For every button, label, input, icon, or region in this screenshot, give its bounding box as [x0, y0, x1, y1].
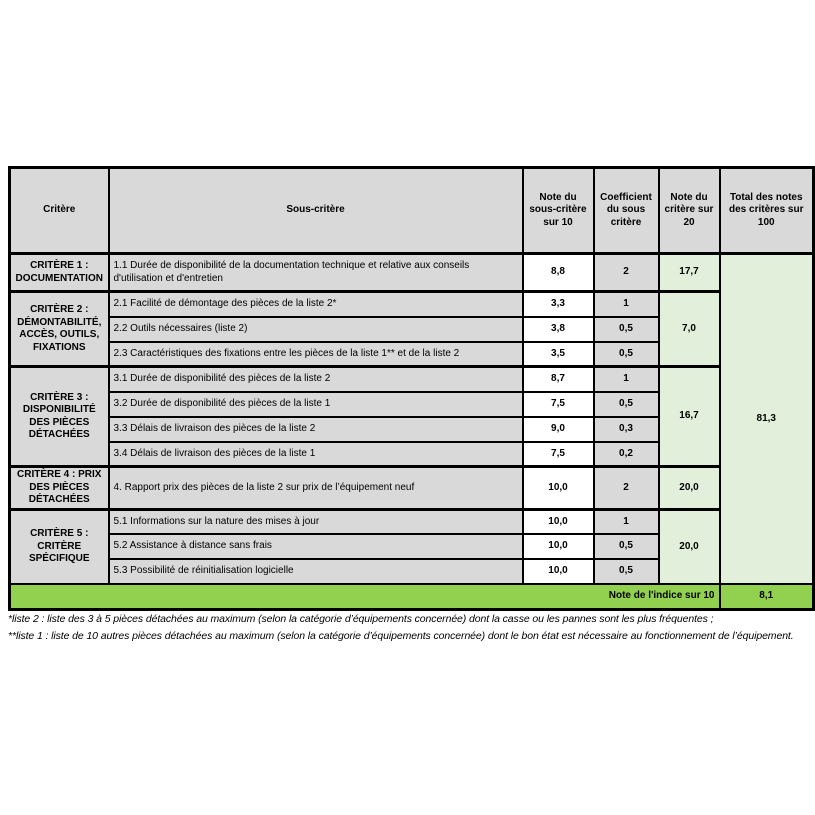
coef-5-1: 1 — [594, 509, 659, 534]
sous-critere-3-4: 3.4 Délais de livraison des pièces de la liste 1 — [109, 442, 523, 467]
note-3-1: 8,7 — [523, 367, 594, 392]
total-notes-criteres: 81,3 — [720, 254, 814, 585]
sous-critere-2-3: 2.3 Caractéristiques des fixations entre les pièces de la liste 1** et de la liste 2 — [109, 342, 523, 367]
note-2-2: 3,8 — [523, 317, 594, 342]
index-score-row — [10, 584, 814, 609]
table-header-row — [10, 168, 814, 254]
index-score-label: Note de l'indice sur 10 — [10, 584, 720, 609]
sous-critere-5-1: 5.1 Informations sur la nature des mises à jour — [109, 509, 523, 534]
note-1-1: 8,8 — [523, 254, 594, 292]
note-2-3: 3,5 — [523, 342, 594, 367]
critere-5-label: CRITÈRE 5 : CRITÈRE SPÉCIFIQUE — [10, 509, 109, 584]
index-score-value: 8,1 — [720, 584, 814, 609]
header-sous-critere: Sous-critère — [109, 168, 523, 254]
note-2-1: 3,3 — [523, 292, 594, 317]
header-note-sous-critere: Note du sous-critère sur 10 — [523, 168, 594, 254]
note-3-2: 7,5 — [523, 392, 594, 417]
header-note-critere: Note du critère sur 20 — [659, 168, 720, 254]
footnotes — [8, 611, 808, 645]
coef-4: 2 — [594, 467, 659, 510]
repairability-scoring-table — [8, 166, 815, 611]
sous-critere-3-3: 3.3 Délais de livraison des pièces de la liste 2 — [109, 417, 523, 442]
coef-5-2: 0,5 — [594, 534, 659, 559]
coef-2-3: 0,5 — [594, 342, 659, 367]
note-critere-1: 17,7 — [659, 254, 720, 292]
coef-5-3: 0,5 — [594, 559, 659, 584]
sous-critere-5-3: 5.3 Possibilité de réinitialisation logicielle — [109, 559, 523, 584]
note-4: 10,0 — [523, 467, 594, 510]
critere-1-label: CRITÈRE 1 : DOCUMENTATION — [10, 254, 109, 292]
note-critere-2: 7,0 — [659, 292, 720, 367]
note-critere-4: 20,0 — [659, 467, 720, 510]
sous-critere-3-2: 3.2 Durée de disponibilité des pièces de la liste 1 — [109, 392, 523, 417]
table-row — [10, 367, 814, 392]
table-row — [10, 509, 814, 534]
footnote-liste-2: *liste 2 : liste des 3 à 5 pièces détachées au maximum (selon la catégorie d’équipements concernée) dont la casse ou les pannes sont les plus fréquentes ; — [8, 613, 714, 625]
note-5-3: 10,0 — [523, 559, 594, 584]
table-row — [10, 467, 814, 510]
header-critere: Critère — [10, 168, 109, 254]
table-row — [10, 292, 814, 317]
note-5-2: 10,0 — [523, 534, 594, 559]
coef-1-1: 2 — [594, 254, 659, 292]
note-critere-5: 20,0 — [659, 509, 720, 584]
critere-3-label: CRITÈRE 3 : DISPONIBILITÉ DES PIÈCES DÉTACHÉES — [10, 367, 109, 467]
footnote-liste-1: **liste 1 : liste de 10 autres pièces détachées au maximum (selon la catégorie d’équipements concernée) dont le bon état est nécessaire au fonctionnement de l’équipement. — [8, 630, 794, 642]
coef-3-4: 0,2 — [594, 442, 659, 467]
note-critere-3: 16,7 — [659, 367, 720, 467]
sous-critere-2-1: 2.1 Facilité de démontage des pièces de la liste 2* — [109, 292, 523, 317]
sous-critere-3-1: 3.1 Durée de disponibilité des pièces de la liste 2 — [109, 367, 523, 392]
header-total: Total des notes des critères sur 100 — [720, 168, 814, 254]
coef-3-1: 1 — [594, 367, 659, 392]
critere-2-label: CRITÈRE 2 : DÉMONTABILITÉ, ACCÈS, OUTILS, FIXATIONS — [10, 292, 109, 367]
note-5-1: 10,0 — [523, 509, 594, 534]
coef-2-2: 0,5 — [594, 317, 659, 342]
sous-critere-5-2: 5.2 Assistance à distance sans frais — [109, 534, 523, 559]
sous-critere-1-1: 1.1 Durée de disponibilité de la documentation technique et relative aux conseils d'utilisation et d'entretien — [109, 254, 523, 292]
header-coefficient: Coefficient du sous critère — [594, 168, 659, 254]
table-row — [10, 254, 814, 292]
scoring-sheet — [8, 166, 815, 611]
sous-critere-4: 4. Rapport prix des pièces de la liste 2 sur prix de l’équipement neuf — [109, 467, 523, 510]
sous-critere-2-2: 2.2 Outils nécessaires (liste 2) — [109, 317, 523, 342]
coef-3-2: 0,5 — [594, 392, 659, 417]
note-3-4: 7,5 — [523, 442, 594, 467]
note-3-3: 9,0 — [523, 417, 594, 442]
coef-3-3: 0,3 — [594, 417, 659, 442]
coef-2-1: 1 — [594, 292, 659, 317]
critere-4-label: CRITÈRE 4 : PRIX DES PIÈCES DÉTACHÉES — [10, 467, 109, 510]
